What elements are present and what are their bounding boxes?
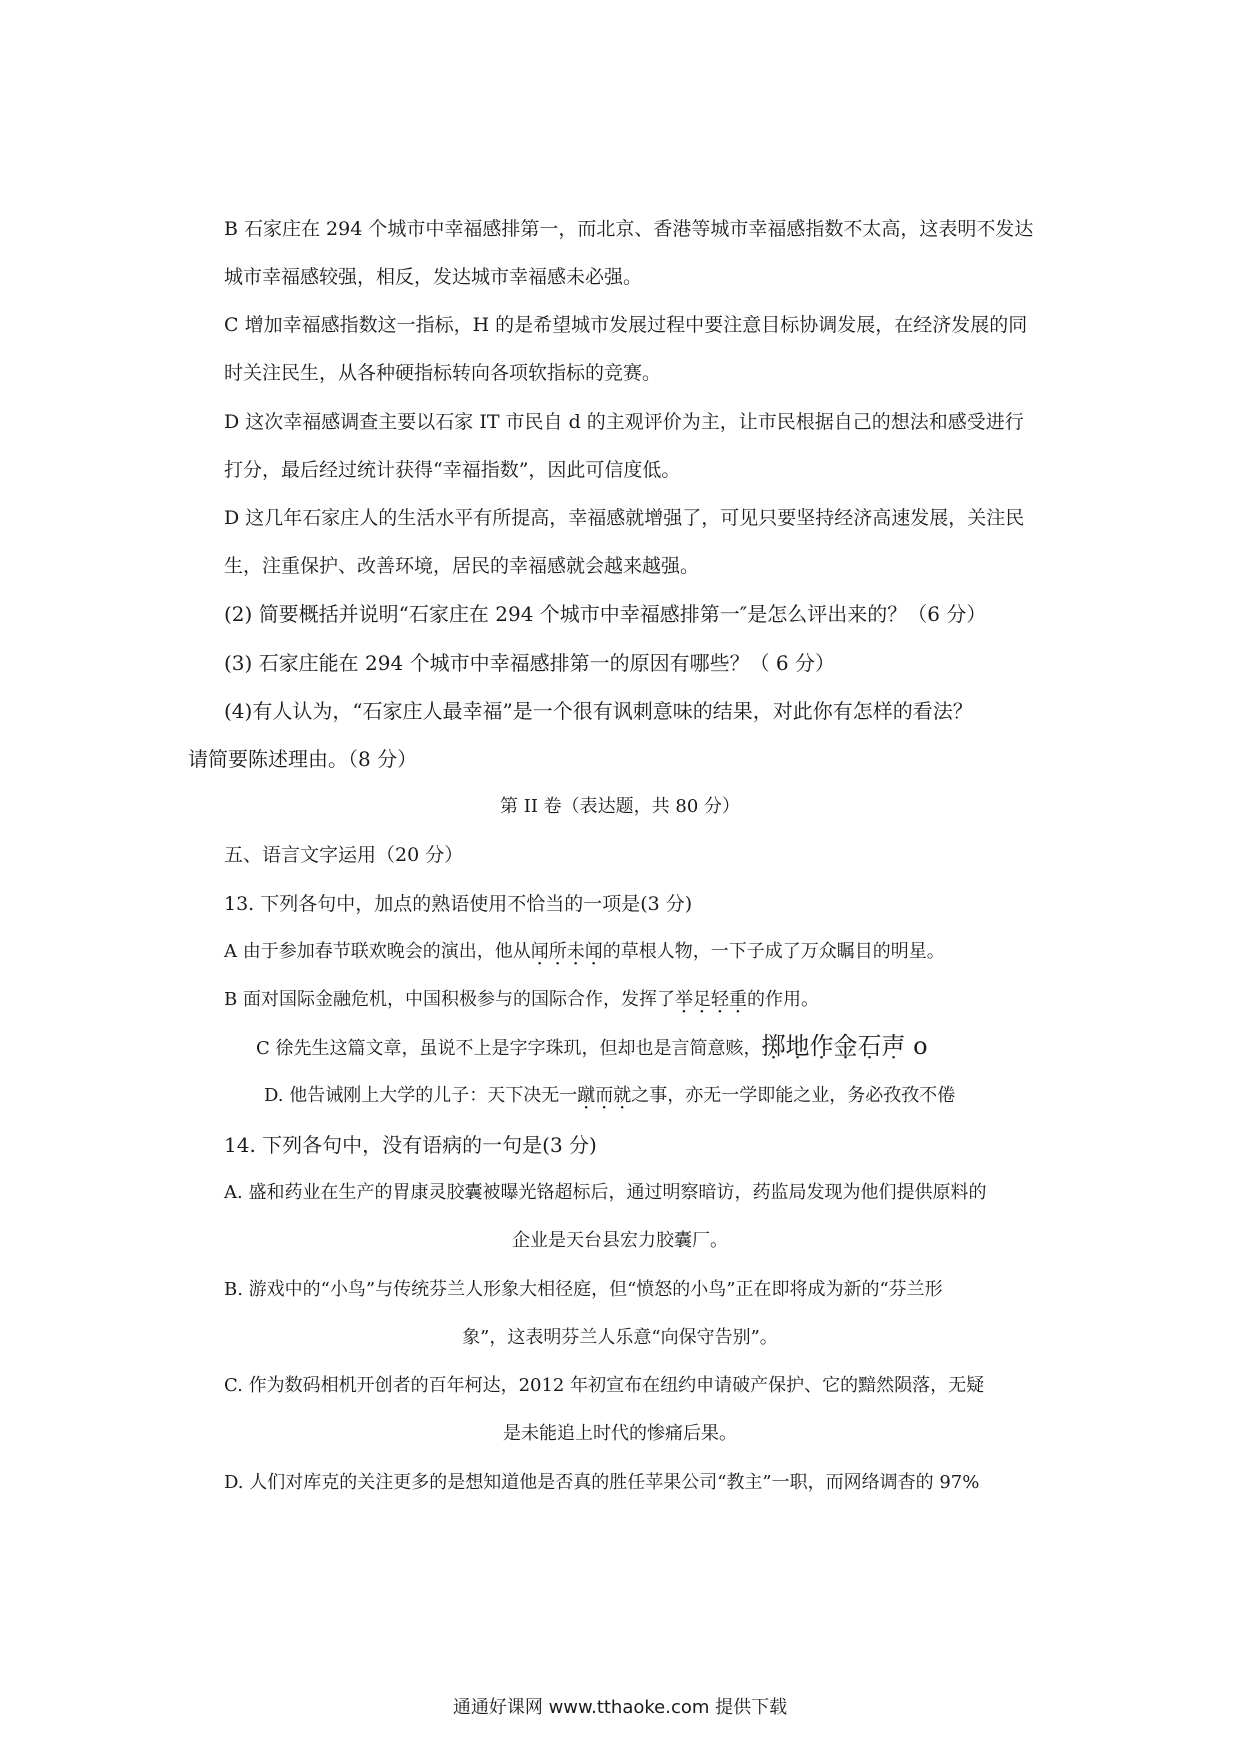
emphasis-char: 举 — [674, 989, 693, 1010]
option-d2-line-1: D 这几年石家庄人的生活水平有所提高，幸福感就增强了，可见只要坚持经济高速发展，关注民 — [224, 507, 1025, 529]
q13-b-post: 的作用。 — [746, 989, 819, 1010]
emphasis-char: 蹴 — [577, 1085, 596, 1106]
q14-option-a-line-1: A. 盛和药业在生产的胃康灵胶囊被曝光铬超标后，通过明察暗访，药监局发现为他们提供原料的 — [224, 1182, 987, 1203]
q13-b-pre: B 面对国际金融危机，中国积极参与的国际合作，发挥了 — [224, 989, 675, 1010]
option-b-line-1: B 石家庄在 294 个城市中幸福感排第一，而北京、香港等城市幸福感指数不太高，这表明不发达 — [224, 218, 1034, 240]
question-2: (2) 简要概括并说明“石家庄在 294 个城市中幸福感排第一″是怎么评出来的？（6 分） — [224, 602, 987, 626]
emphasis-char: 掷 — [761, 1032, 786, 1060]
q13-c-dotted — [762, 1032, 906, 1060]
emphasis-char: 未 — [566, 941, 585, 962]
q13-option-c — [256, 1033, 928, 1062]
option-b-line-2: 城市幸福感较强，相反，发达城市幸福感未必强。 — [224, 266, 643, 288]
option-d-line-1: D 这次幸福感调查主要以石家 IT 市民自 d 的主观评价为主，让市民根据自己的想法和感受进行 — [224, 411, 1024, 433]
q13-a-dotted — [531, 941, 603, 962]
q14-option-a-line-2: 企业是天台县宏力胶囊厂。 — [512, 1230, 728, 1251]
q13-option-b — [224, 987, 819, 1013]
emphasis-char: 声 — [881, 1032, 906, 1060]
q14-option-b-line-2: 象”，这表明芬兰人乐意“向保守告别”。 — [462, 1327, 778, 1348]
q13-d-post: 之事，亦无一学即能之业，务必孜孜不倦 — [631, 1085, 956, 1106]
option-d-line-2: 打分，最后经过统计获得“幸福指数”，因此可信度低。 — [224, 459, 681, 481]
q13-c-pre: C 徐先生这篇文章，虽说不上是字字珠玑，但却也是言简意赅， — [256, 1038, 762, 1059]
q14-option-c-line-1: C. 作为数码相机开创者的百年柯达，2012 年初宣布在纽约申请破产保护、它的黯然陨落，无疑 — [224, 1375, 985, 1396]
emphasis-char: 金 — [833, 1032, 858, 1060]
option-c-line-2: 时关注民生，从各种硬指标转向各项软指标的竞赛。 — [224, 362, 662, 384]
question-4-line-1: (4)有人认为，“石家庄人最幸福”是一个很有讽刺意味的结果，对此你有怎样的看法？ — [224, 699, 973, 723]
emphasis-char: 就 — [613, 1085, 632, 1106]
q13-b-dotted — [675, 989, 747, 1010]
q13-option-a — [224, 939, 945, 965]
emphasis-char: 所 — [548, 941, 567, 962]
question-4-line-2: 请简要陈述理由。（8 分） — [188, 747, 418, 771]
emphasis-char: 闻 — [530, 941, 549, 962]
q13-d-pre: D. 他告诫刚上大学的儿子：天下决无一 — [264, 1085, 578, 1106]
q14-option-d-line-1: D. 人们对库克的关注更多的是想知道他是否真的胜任苹果公司“教主”一职，而网络调杳的 97% — [224, 1472, 980, 1493]
footer-watermark: 通通好课网 www.tthaoke.com 提供下载 — [452, 1697, 788, 1718]
emphasis-char: 作 — [809, 1032, 834, 1060]
q13-a-pre: A 由于参加春节联欢晚会的演出，他从 — [224, 941, 531, 962]
q14-option-c-line-2: 是未能追上时代的惨痛后果。 — [503, 1423, 737, 1444]
q13-a-post: 的草根人物，一下子成了万众瞩目的明星。 — [602, 941, 945, 962]
q14-option-b-line-1: B. 游戏中的“小鸟”与传统芬兰人形象大相径庭，但“愤怒的小鸟”正在即将成为新的“芬兰形 — [224, 1279, 943, 1300]
question-3: (3) 石家庄能在 294 个城市中幸福感排第一的原因有哪些？（ 6 分） — [224, 651, 836, 675]
emphasis-char: 重 — [728, 989, 747, 1010]
q13-c-post: o — [905, 1032, 928, 1060]
section-heading: 第 II 卷（表达题，共 80 分） — [499, 796, 740, 817]
emphasis-char: 足 — [692, 989, 711, 1010]
question-14-stem: 14. 下列各句中，没有语病的一句是(3 分) — [224, 1133, 597, 1157]
emphasis-char: 地 — [785, 1032, 810, 1060]
emphasis-char: 轻 — [710, 989, 729, 1010]
question-13-stem: 13. 下列各句中，加点的熟语使用不恰当的一项是(3 分) — [224, 893, 693, 915]
q13-option-d — [264, 1083, 955, 1109]
emphasis-char: 闻 — [584, 941, 603, 962]
option-c-line-1: C 增加幸福感指数这一指标，H 的是希望城市发展过程中要注意目标协调发展，在经济发展的同 — [224, 314, 1028, 336]
option-d2-line-2: 生，注重保护、改善环境，居民的幸福感就会越来越强。 — [224, 555, 700, 577]
emphasis-char: 石 — [857, 1032, 882, 1060]
part-five-heading: 五、语言文字运用（20 分） — [224, 844, 464, 866]
emphasis-char: 而 — [595, 1085, 614, 1106]
q13-d-dotted — [577, 1085, 631, 1106]
